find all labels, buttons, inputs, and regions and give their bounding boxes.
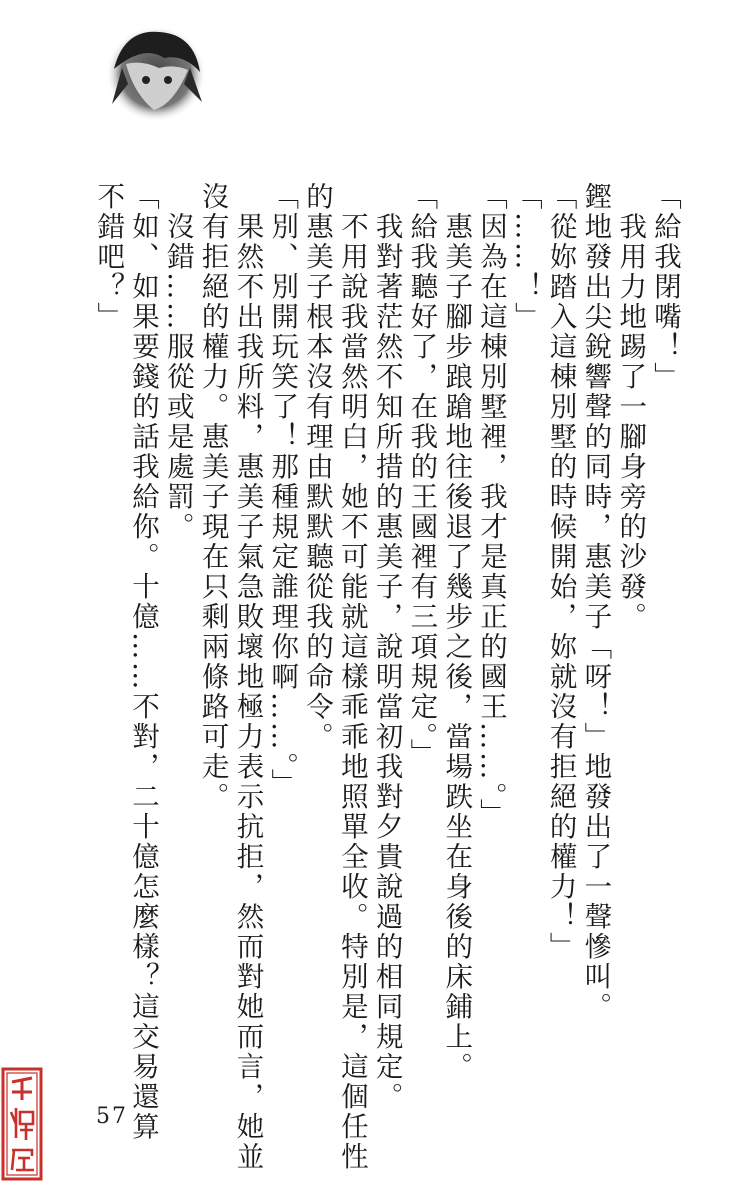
text-line: 鏗地發出尖銳響聲的同時，惠美子「呀！」地發出了一聲慘叫。: [579, 182, 612, 1022]
text-line: 我用力地踢了一腳身旁的沙發。: [614, 212, 647, 632]
character-portrait-icon: [104, 24, 208, 124]
text-line: 「別、別開玩笑了！那種規定誰理你啊……。」: [266, 182, 299, 799]
text-line: 惠美子腳步踉蹌地往後退了幾步之後，當場跌坐在身後的床鋪上。: [440, 212, 473, 1082]
text-line: 「從妳踏入這棟別墅的時候開始，妳就沒有拒絕的權力！」: [544, 182, 577, 962]
text-line: 沒有拒絕的權力。惠美子現在只剩兩條路可走。: [196, 182, 229, 812]
text-line: 我對著茫然不知所措的惠美子，說明當初我對夕貴說過的相同規定。: [370, 212, 403, 1112]
red-seal-stamp-icon: [0, 1066, 44, 1182]
text-line: 沒錯……服從或是處罰。: [161, 212, 194, 542]
text-line: 「給我閉嘴！」: [649, 182, 681, 392]
text-line: 「……！」: [509, 182, 542, 332]
text-line: 「因為在這棟別墅裡，我才是真正的國王……。」: [475, 182, 508, 829]
text-line: 不錯吧？」: [92, 182, 125, 332]
text-line: 的惠美子根本沒有理由默默聽從我的命令。: [301, 182, 334, 752]
text-line: 不用說我當然明白，她不可能就這樣乖乖地照單全收。特別是，這個任性: [335, 212, 368, 1172]
page-number: 57: [96, 1104, 128, 1129]
text-line: 「給我聽好了，在我的王國裡有三項規定。」: [405, 182, 438, 769]
text-line: 果然不出我所料，惠美子氣急敗壞地極力表示抗拒，然而對她而言，她並: [231, 212, 264, 1172]
text-line: 「如、如果要錢的話我給你。十億……不對，二十億怎麼樣？這交易還算: [127, 182, 160, 1142]
